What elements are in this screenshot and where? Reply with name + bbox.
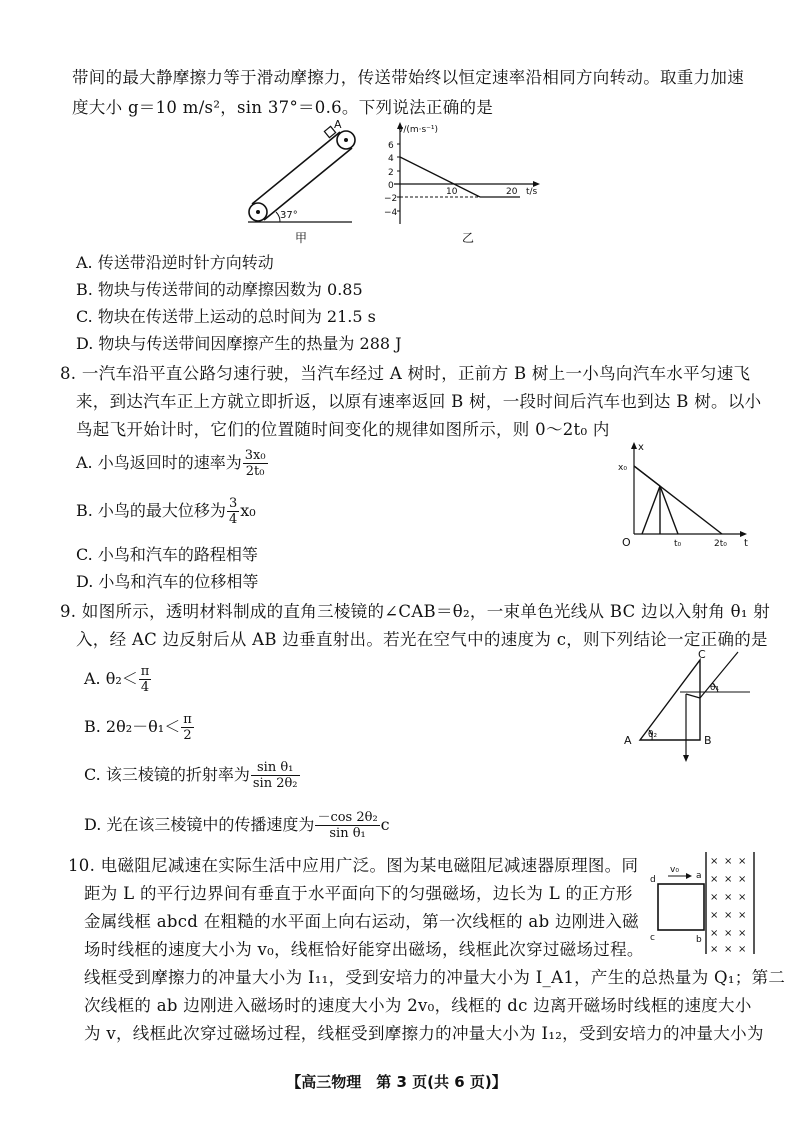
q7-fig-b-ytick-2: 2 <box>388 168 394 178</box>
q8-option-d: D. 小鸟和汽车的位移相等 <box>76 572 259 591</box>
q9-option-d-post: c <box>380 815 390 834</box>
q9-option-b-text: B. 2θ₂－θ₁＜ <box>84 717 181 736</box>
field-cross: × <box>738 874 747 885</box>
q9-fig-theta2: θ₂ <box>648 730 658 740</box>
q7-option-b: B. 物块与传送带间的动摩擦因数为 0.85 <box>76 280 363 299</box>
q8-option-a <box>76 448 269 479</box>
field-cross: × <box>738 910 747 921</box>
q9-option-a-text: A. θ₂＜ <box>84 669 138 688</box>
field-cross: × <box>738 856 747 867</box>
q8-option-a-den: 2t₀ <box>245 464 265 479</box>
q7-fig-a-label-A: A <box>334 118 342 131</box>
field-cross: × <box>738 944 747 955</box>
q8-stem-line1: 8. 一汽车沿平直公路匀速行驶，当汽车经过 A 树时，正前方 B 树上一小鸟向汽车水平匀速飞 <box>60 364 751 383</box>
q7-fig-b-xtick-10: 10 <box>446 187 458 197</box>
q9-fig-C: C <box>698 648 706 661</box>
field-cross: × <box>738 892 747 903</box>
q9-option-d-den: sin θ₁ <box>329 826 366 841</box>
q9-option-c-num: sin θ₁ <box>251 760 300 776</box>
q8-option-a-num: 3x₀ <box>244 448 266 463</box>
q9-option-d <box>84 810 390 841</box>
q7-fig-b-xlabel: t/s <box>526 187 538 197</box>
q10-fig-c: c <box>650 933 655 943</box>
q10-stem-line2: 距为 L 的平行边界间有垂直于水平面向下的匀强磁场，边长为 L 的正方形 <box>84 884 633 903</box>
q7-intro-line1: 带间的最大静摩擦力等于滑动摩擦力，传送带始终以恒定速率沿相同方向转动。取重力加速 <box>72 68 744 87</box>
field-cross: × <box>710 856 719 867</box>
q7-fig-a-angle: 37° <box>280 210 298 221</box>
q7-option-d: D. 物块与传送带间因摩擦产生的热量为 288 J <box>76 334 402 353</box>
q7-figure-vt-graph <box>380 120 550 245</box>
field-cross: × <box>710 892 719 903</box>
q10-stem-line5: 线框受到摩擦力的冲量大小为 I₁₁，受到安培力的冲量大小为 I_A1，产生的总热量为 Q₁；第二 <box>84 968 786 987</box>
q7-intro-line2: 度大小 g＝10 m/s²，sin 37°＝0.6。下列说法正确的是 <box>72 98 494 117</box>
field-cross: × <box>710 928 719 939</box>
field-cross: × <box>724 928 733 939</box>
q10-fig-d: d <box>650 875 656 885</box>
q9-option-c <box>84 760 301 791</box>
field-cross: × <box>724 944 733 955</box>
q8-fig-2t0: 2t₀ <box>714 539 727 549</box>
q7-fig-a-caption: 甲 <box>295 231 308 245</box>
field-cross: × <box>724 874 733 885</box>
q8-fig-x0: x₀ <box>618 463 627 473</box>
q7-option-a: A. 传送带沿逆时针方向转动 <box>76 253 274 272</box>
q8-option-b-den: 4 <box>228 512 238 527</box>
q8-fig-x-axis: x <box>638 442 644 453</box>
q7-fig-b-ylabel: v/(m·s⁻¹) <box>398 125 439 135</box>
q10-stem-line1: 10. 电磁阻尼减速在实际生活中应用广泛。图为某电磁阻尼减速器原理图。同 <box>68 856 639 875</box>
q10-stem-line3: 金属线框 abcd 在粗糙的水平面上向右运动，第一次线框的 ab 边刚进入磁 <box>84 912 639 931</box>
q9-fig-A: A <box>624 734 632 747</box>
q9-option-a <box>84 664 152 695</box>
q9-fig-B: B <box>704 734 712 747</box>
q8-option-c: C. 小鸟和汽车的路程相等 <box>76 545 258 564</box>
q8-option-b-num: 3 <box>228 496 238 511</box>
q7-figure-conveyor <box>240 118 370 243</box>
q10-fig-v0: v₀ <box>670 865 679 875</box>
q8-option-b-post: x₀ <box>240 501 256 520</box>
field-cross: × <box>710 944 719 955</box>
q8-fig-origin: O <box>622 536 631 549</box>
q10-stem-line4: 场时线框的速度大小为 v₀，线框恰好能穿出磁场，线框此次穿过磁场过程。 <box>84 940 644 959</box>
q9-option-c-text: C. 该三棱镜的折射率为 <box>84 765 250 784</box>
field-cross: × <box>710 910 719 921</box>
field-cross: × <box>710 874 719 885</box>
q9-figure-prism <box>618 646 758 766</box>
field-cross: × <box>738 928 747 939</box>
q7-fig-b-ytick-m4: −4 <box>384 208 398 218</box>
field-cross: × <box>724 856 733 867</box>
q8-option-b-text: B. 小鸟的最大位移为 <box>76 501 226 520</box>
q9-option-a-den: 4 <box>140 680 150 695</box>
q9-option-a-num: π <box>140 664 150 679</box>
q7-fig-b-ytick-0: 0 <box>388 181 394 191</box>
q7-fig-b-xtick-20: 20 <box>506 187 518 197</box>
q10-stem-line7: 为 v，线框此次穿过磁场过程，线框受到摩擦力的冲量大小为 I₁₂，受到安培力的冲量大小为 <box>84 1024 764 1043</box>
q9-option-b <box>84 712 195 743</box>
page-footer: 【高三物理 第 3 页(共 6 页)】 <box>286 1073 507 1091</box>
q8-stem-line2: 来，到达汽车正上方就立即折返，以原有速率返回 B 树，一段时间后汽车也到达 B 树。以小 <box>76 392 762 411</box>
q7-fig-b-ytick-6: 6 <box>388 141 394 151</box>
q8-option-a-text: A. 小鸟返回时的速率为 <box>76 453 242 472</box>
q9-stem-line2: 入，经 AC 边反射后从 AB 边垂直射出。若光在空气中的速度为 c，则下列结论一定正确的是 <box>76 630 768 649</box>
q10-stem-line6: 次线框的 ab 边刚进入磁场时的速度大小为 2v₀，线框的 dc 边离开磁场时线框的速度大小 <box>84 996 752 1015</box>
q8-fig-t0: t₀ <box>674 539 682 549</box>
q9-option-c-den: sin 2θ₂ <box>252 776 298 791</box>
q9-option-b-den: 2 <box>183 728 192 743</box>
q10-fig-b: b <box>696 935 702 945</box>
field-cross: × <box>724 910 733 921</box>
q9-fig-theta1: θ₁ <box>710 683 720 693</box>
q9-option-d-text: D. 光在该三棱镜中的传播速度为 <box>84 815 315 834</box>
q9-option-b-num: π <box>183 712 192 727</box>
q9-option-d-num: －cos 2θ₂ <box>317 810 378 825</box>
q10-figure-field <box>648 848 760 960</box>
q8-option-b <box>76 496 256 527</box>
q7-fig-b-caption: 乙 <box>462 231 475 245</box>
q8-stem-line3: 鸟起飞开始计时，它们的位置随时间变化的规律如图所示，则 0～2t₀ 内 <box>76 420 610 439</box>
q8-fig-t-axis: t <box>744 538 748 549</box>
q8-figure-xt-graph <box>614 440 764 555</box>
q7-option-c: C. 物块在传送带上运动的总时间为 21.5 s <box>76 307 376 326</box>
q10-fig-a: a <box>696 871 702 881</box>
q7-fig-b-ytick-m2: −2 <box>384 194 398 204</box>
q7-fig-b-ytick-4: 4 <box>388 154 394 164</box>
field-cross: × <box>724 892 733 903</box>
q9-stem-line1: 9. 如图所示，透明材料制成的直角三棱镜的∠CAB＝θ₂，一束单色光线从 BC 边以入射角 θ₁ 射 <box>60 602 771 621</box>
